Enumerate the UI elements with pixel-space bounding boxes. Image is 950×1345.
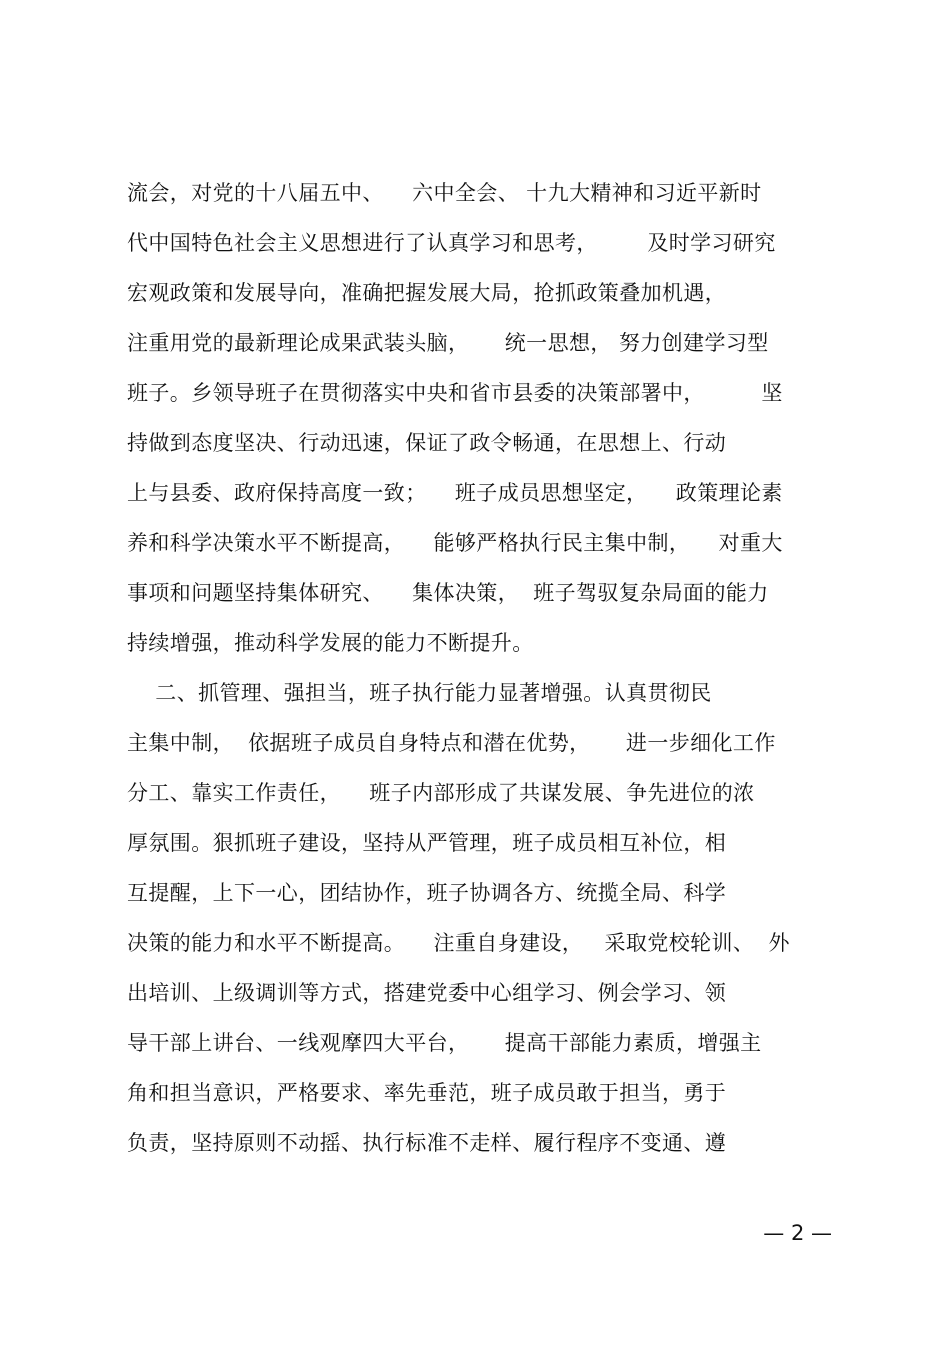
text-line: 代中国特色社会主义思想进行了认真学习和思考， 及时学习研究 xyxy=(127,231,776,255)
text-line: 决策的能力和水平不断提高。 注重自身建设， 采取党校轮训、 外 xyxy=(127,931,790,955)
text-line: 事项和问题坚持集体研究、 集体决策， 班子驾驭复杂局面的能力 xyxy=(127,581,769,605)
text-line: 主集中制， 依据班子成员自身特点和潜在优势， 进一步细化工作 xyxy=(127,731,776,755)
body-text xyxy=(127,168,847,1168)
text-line: 分工、靠实工作责任， 班子内部形成了共谋发展、争先进位的浓 xyxy=(127,781,755,805)
text-line: 流会，对党的十八届五中、 六中全会、 十九大精神和习近平新时 xyxy=(127,181,762,205)
text-line: 角和担当意识，严格要求、率先垂范，班子成员敢于担当，勇于 xyxy=(127,1081,727,1105)
text-line: 厚氛围。狠抓班子建设，坚持从严管理，班子成员相互补位，相 xyxy=(127,831,727,855)
text-line: 持续增强，推动科学发展的能力不断提升。 xyxy=(127,631,534,655)
text-line: 宏观政策和发展导向，准确把握发展大局，抢抓政策叠加机遇， xyxy=(127,281,727,305)
text-line: 注重用党的最新理论成果武装头脑， 统一思想， 努力创建学习型 xyxy=(127,331,769,355)
text-line: 上与县委、政府保持高度一致； 班子成员思想坚定， 政策理论素 xyxy=(127,481,783,505)
text-line: 持做到态度坚决、行动迅速，保证了政令畅通，在思想上、行动 xyxy=(127,431,727,455)
text-line: 负责，坚持原则不动摇、执行标准不走样、履行程序不变通、遵 xyxy=(127,1131,727,1155)
text-line: 养和科学决策水平不断提高， 能够严格执行民主集中制， 对重大 xyxy=(127,531,783,555)
text-line: 互提醒，上下一心，团结协作，班子协调各方、统揽全局、科学 xyxy=(127,881,727,905)
text-line: 班子。乡领导班子在贯彻落实中央和省市县委的决策部署中， 坚 xyxy=(127,381,783,405)
text-line: 出培训、上级调训等方式，搭建党委中心组学习、例会学习、领 xyxy=(127,981,727,1005)
page-number: — 2 — xyxy=(763,1221,832,1245)
text-line: 导干部上讲台、一线观摩四大平台， 提高干部能力素质，增强主 xyxy=(127,1031,762,1055)
text-line: 二、抓管理、强担当，班子执行能力显著增强。认真贯彻民 xyxy=(127,681,712,705)
